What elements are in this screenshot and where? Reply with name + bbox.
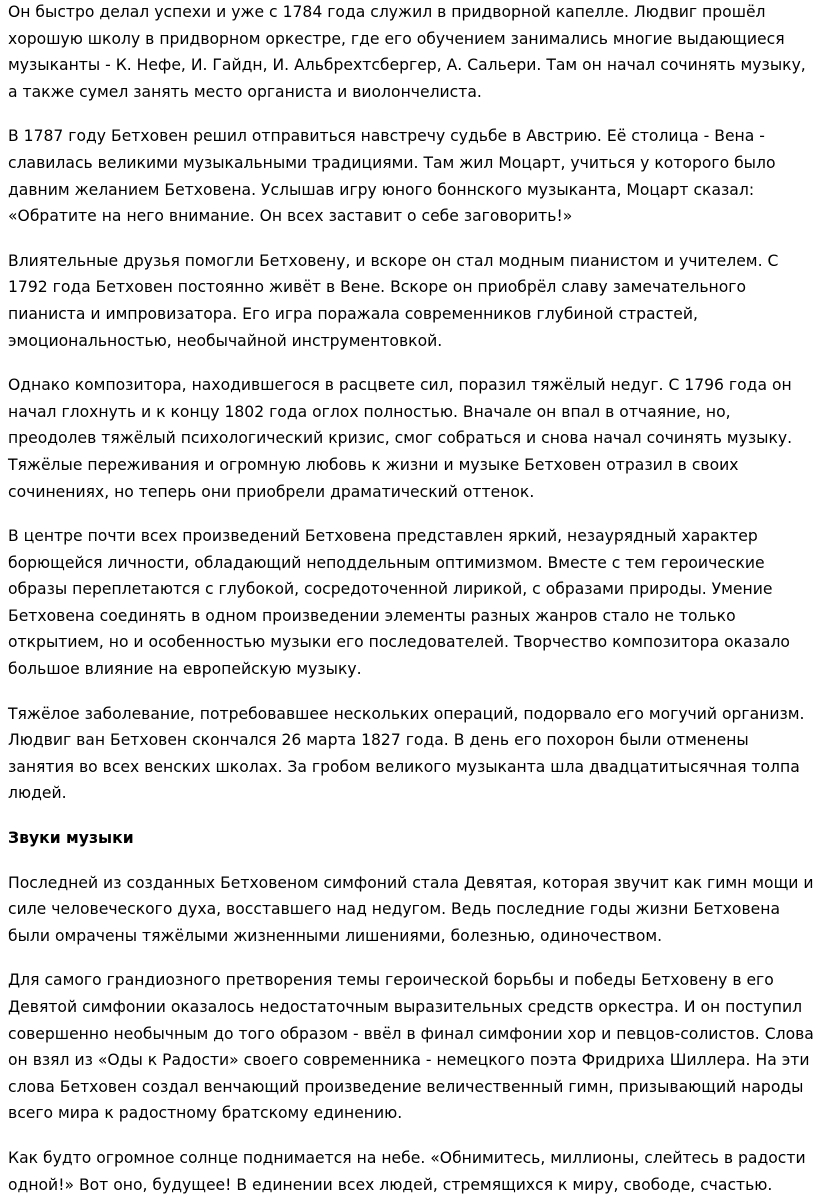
paragraph-1: Он быстро делал успехи и уже с 1784 года служил в придворной капелле. Людвиг прошёл хорошую школу в придворном оркестре, где его обучением занимались многие выдающиеся музыканты - К. Нефе, И. Гайдн, И. Альбрехтсбергер, А. Сальери. Там он начал сочинять музыку, а также сумел занять место органиста и виолончелиста.	[8, 3, 806, 101]
section-paragraph-3: Как будто огромное солнце поднимается на небе. «Обнимитесь, миллионы, слейтесь в радости одной!» Вот оно, будущее! В единении всех людей, стремящихся к миру, свободе, счастью.	[8, 1148, 806, 1194]
paragraph-5: В центре почти всех произведений Бетховена представлен яркий, незаурядный характер борющейся личности, обладающий неподдельным оптимизмом. Вместе с тем героические образы переплетаются с глубокой, сосредоточенной лирикой, с образами природы. Умение Бетховена соединять в одном произведении элементы разных жанров стало не только открытием, но и особенностью музыки его последователей. Творчество композитора оказало большое влияние на европейскую музыку.	[8, 527, 790, 679]
section-heading: Звуки музыки	[8, 829, 134, 848]
paragraph-3: Влиятельные друзья помогли Бетховену, и вскоре он стал модным пианистом и учителем. С 1792 года Бетховен постоянно живёт в Вене. Вскоре он приобрёл славу замечательного пианиста и импровизатора. Его игра поражала современников глубиной страстей, эмоциональностью, необычайной инструментовкой.	[8, 251, 779, 350]
paragraph-6: Тяжёлое заболевание, потребовавшее нескольких операций, подорвало его могучий организм. Людвиг ван Бетховен скончался 26 марта 1827 года. В день его похорон были отменены занятия во всех венских школах. За гробом великого музыканта шла двадцатитысячная толпа людей.	[8, 704, 805, 803]
section-paragraph-1: Последней из созданных Бетховеном симфоний стала Девятая, которая звучит как гимн мощи и силе человеческого духа, восставшего над недугом. Ведь последние годы жизни Бетховена были омрачены тяжёлыми жизненными лишениями, болезнью, одиночеством.	[8, 873, 814, 945]
paragraph-2: В 1787 году Бетховен решил отправиться навстречу судьбе в Австрию. Её столица - Вена - славилась великими музыкальными традициями. Там жил Моцарт, учиться у которого было давним желанием Бетховена. Услышав игру юного боннского музыканта, Моцарт сказал: «Обратите на него внимание. Он всех заставит о себе заговорить!»	[8, 127, 776, 226]
paragraph-4: Однако композитора, находившегося в расцвете сил, поразил тяжёлый недуг. С 1796 года он начал глохнуть и к концу 1802 года оглох полностью. Вначале он впал в отчаяние, но, преодолев тяжёлый психологический кризис, смог собраться и снова начал сочинять музыку. Тяжёлые переживания и огромную любовь к жизни и музыке Бетховен отразил в своих сочинениях, но теперь они приобрели драматический оттенок.	[8, 376, 793, 501]
section-paragraph-2: Для самого грандиозного претворения темы героической борьбы и победы Бетховену в его Девятой симфонии оказалось недостаточным выразительных средств оркестра. И он поступил совершенно необычным до того образом - ввёл в финал симфонии хор и певцов-солистов. Слова он взял из «Оды к Радости» своего современника - немецкого поэта Фридриха Шиллера. На эти слова Бетховен создал венчающий произведение величественный гимн, призывающий народы всего мира к радостному братскому единению.	[8, 971, 814, 1123]
